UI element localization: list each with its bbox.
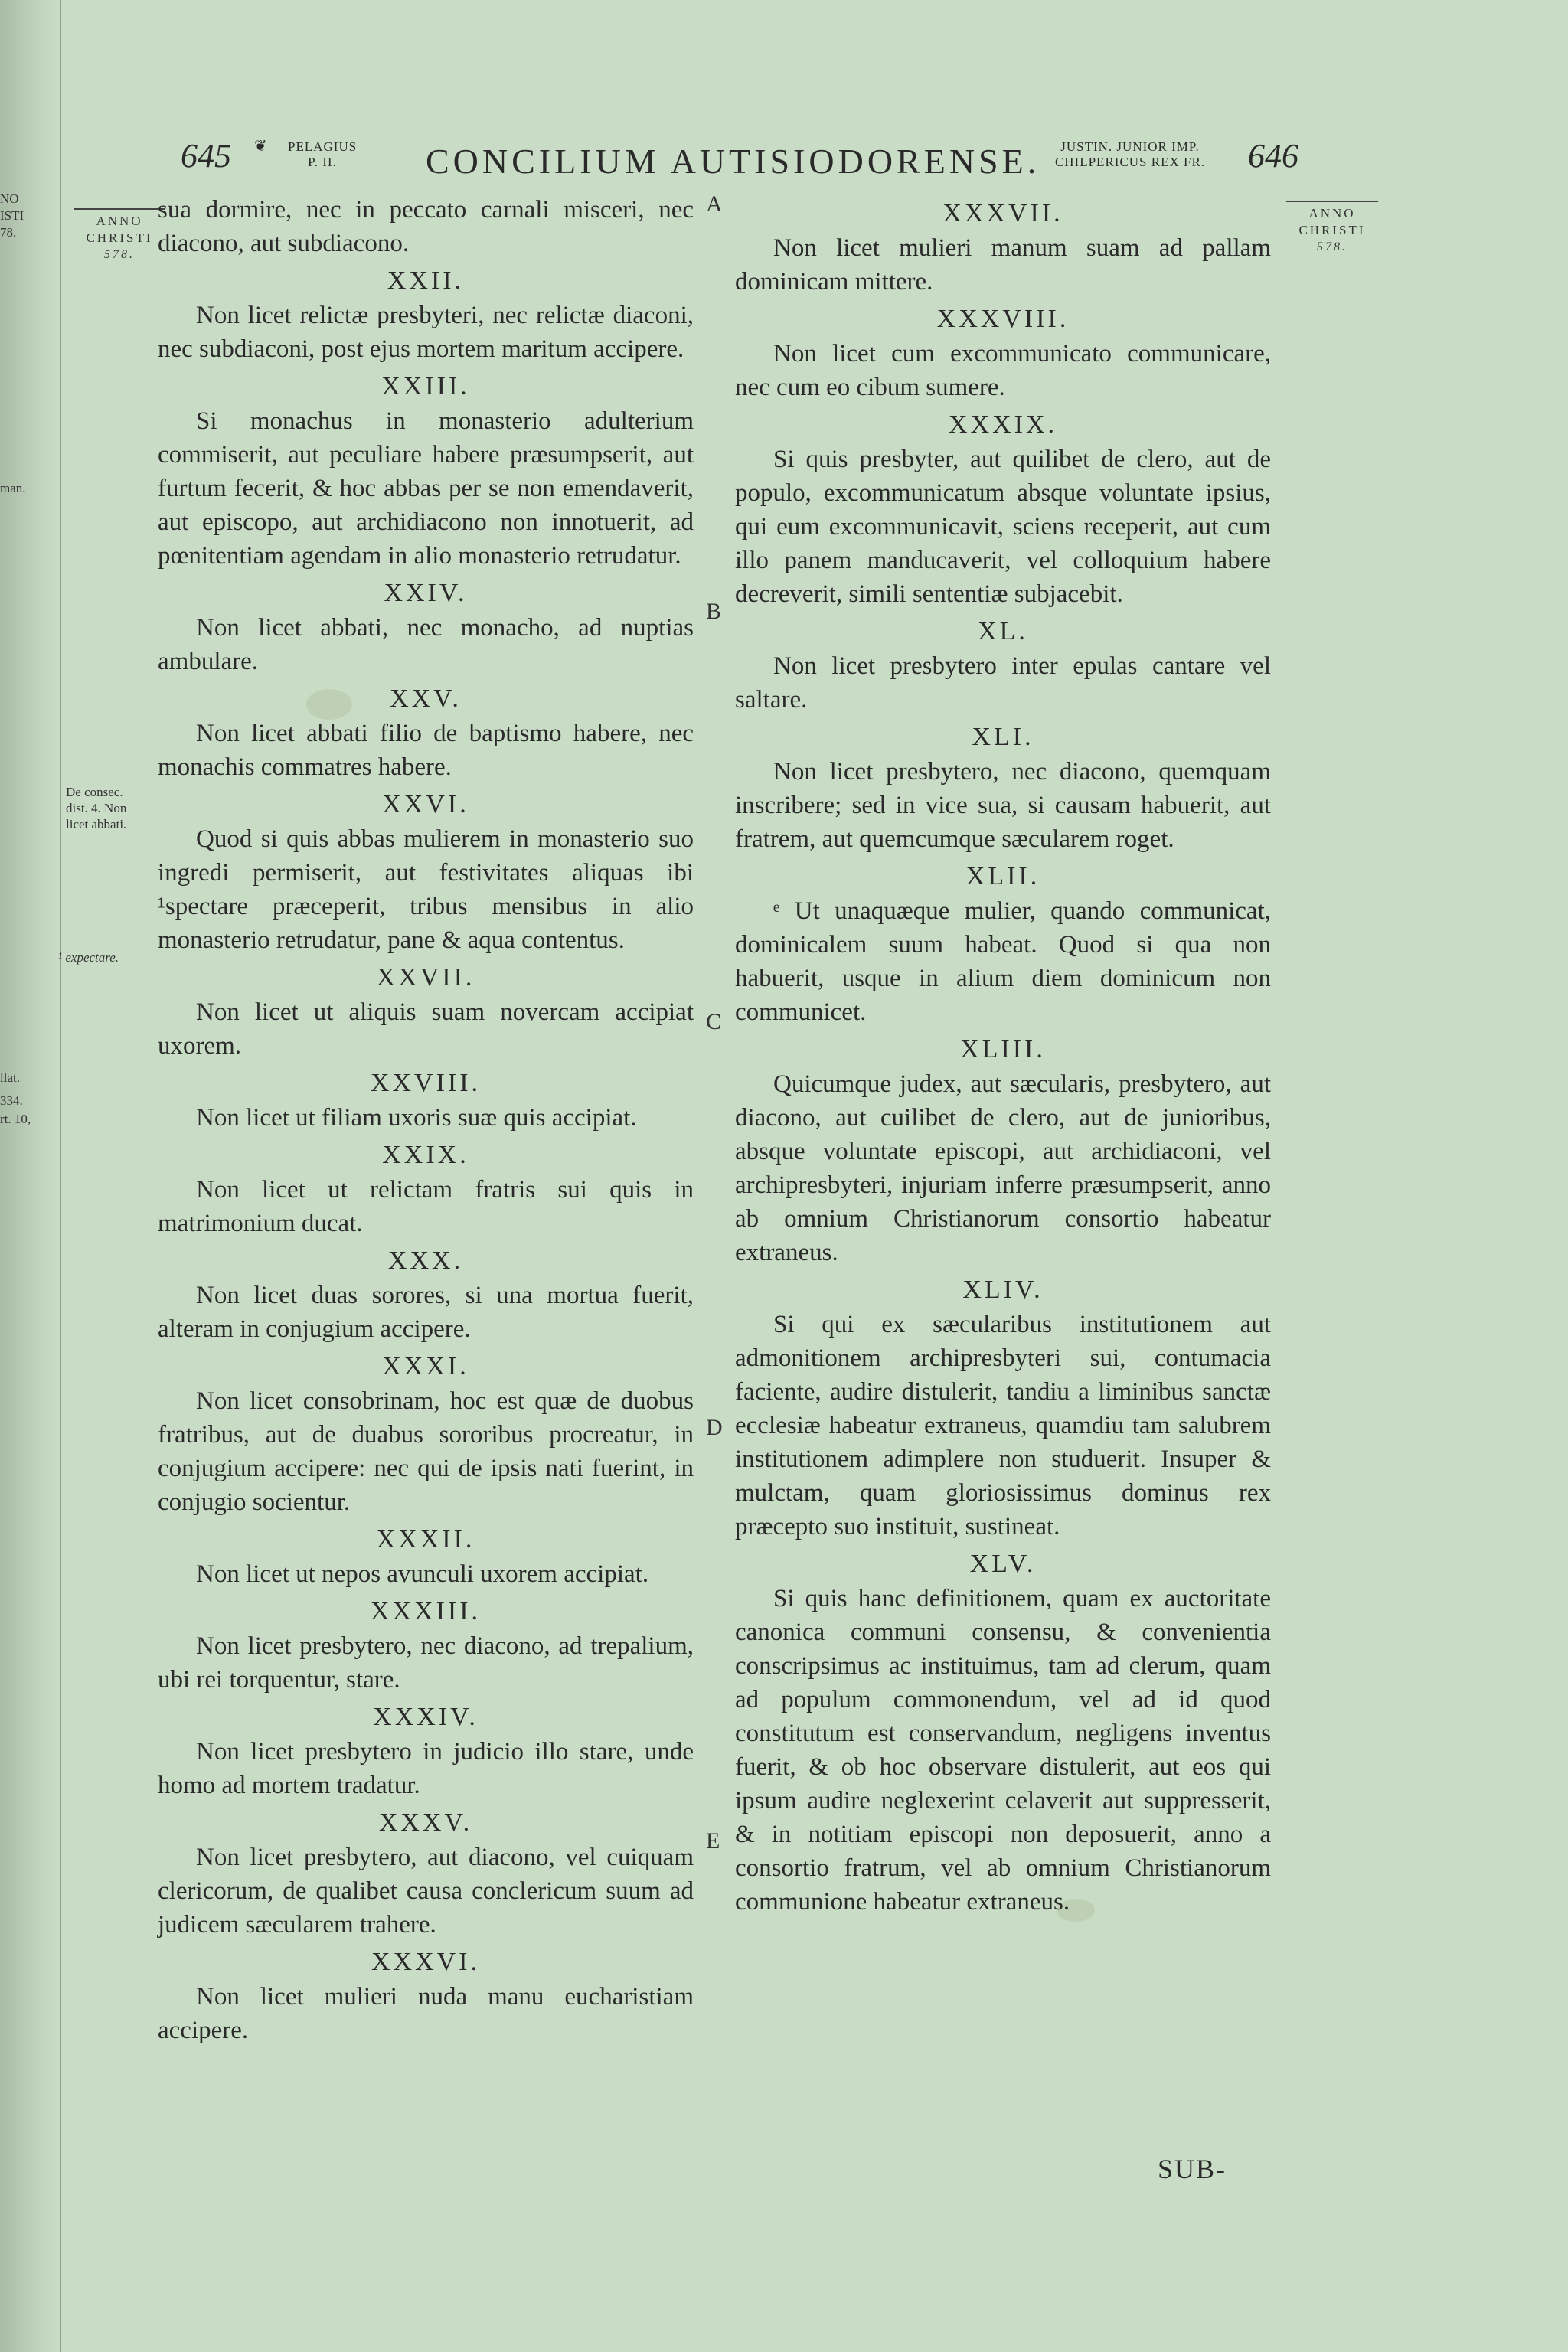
prev-edge-text: 334.	[0, 1093, 23, 1108]
canon-text: Non licet cum excommunicato communicare, nec cum eo cibum sumere.	[735, 340, 1271, 401]
canon-number: XL.	[978, 617, 1028, 645]
canon-number: XXVI.	[382, 790, 469, 818]
canon-number: XXIII.	[381, 372, 470, 400]
left-column	[158, 193, 694, 2047]
canon-block	[735, 720, 1271, 856]
canon-block	[158, 1243, 694, 1346]
canon-block	[158, 263, 694, 366]
ornament-icon: ❦	[254, 138, 267, 155]
sidenote-line: dist. 4. Non	[66, 801, 127, 815]
margin-letter-e: E	[706, 1828, 720, 1854]
running-head-pope: PELAGIUS P. II.	[288, 139, 358, 169]
canon-block	[158, 1349, 694, 1519]
page-number-right: 646	[1248, 137, 1298, 175]
christi-label: CHRISTI	[86, 230, 153, 245]
canon-text: Non licet presbytero inter epulas cantare vel saltare.	[735, 652, 1271, 714]
king-line: CHILPERICUS REX FR.	[1054, 155, 1206, 169]
margin-letter-c: C	[706, 1009, 722, 1034]
canon-text: Non licet relictæ presbyteri, nec relictæ diaconi, nec subdiaconi, post ejus mortem maritum accipere.	[158, 302, 694, 363]
canon-text: Non licet duas sorores, si una mortua fuerit, alteram in conjugium accipere.	[158, 1282, 694, 1343]
canon-text: Non licet mulieri manum suam ad pallam dominicam mittere.	[735, 234, 1271, 296]
anno-label: ANNO	[1308, 206, 1356, 220]
canon-number: XLIII.	[960, 1035, 1046, 1063]
canon-number: XLII.	[965, 862, 1040, 890]
canon-block	[158, 576, 694, 678]
canon-block	[158, 1522, 694, 1591]
canon-number: XXXIV.	[373, 1703, 479, 1731]
canon-number: XXXII.	[376, 1525, 475, 1553]
canon-number: XXII.	[387, 266, 465, 295]
canon-number: XLV.	[969, 1550, 1037, 1578]
canon-block	[158, 369, 694, 573]
canon-block	[158, 1700, 694, 1802]
left-canon-list	[158, 263, 694, 2047]
anno-rule	[1286, 201, 1378, 202]
canon-text: Quicumque judex, aut sæcularis, presbytero, aut diacono, aut cuilibet de clero, aut de junioribus, absque voluntate episcopi, aut archidiaconi, vel archipresbyteri, injuriam inferre præsumpserit, anno ab omnium Christianorum consortio habeatur extraneus.	[735, 1070, 1271, 1266]
canon-number: XXXVI.	[371, 1948, 481, 1976]
canon-number: XXV.	[390, 684, 462, 713]
right-column	[735, 193, 1271, 1919]
canon-number: XXVII.	[376, 963, 475, 991]
canon-text: Si qui ex sæcularibus institutionem aut admonitionem archipresbyteri sui, contumacia faciente, audire distulerit, tandiu a liminibus sanctæ ecclesiæ habeatur extraneus, quamdiu tam salubrem institutionem adimplere non studuerit. Insuper & mulctam, quam gloriosissimus dominus rex præcepto suo instituit, sustineat.	[735, 1311, 1271, 1540]
canon-text: Si quis presbyter, aut quilibet de clero, aut de populo, excommunicatum absque voluntate ipsius, qui eum excommunicavit, sciens receperit, aut cum illo panem manducaverit, vel colloquium habere decreverit, simili sententiæ subjacebit.	[735, 446, 1271, 608]
canon-block	[735, 614, 1271, 717]
anno-rule	[74, 208, 165, 210]
prev-edge-text: ISTI	[0, 208, 24, 223]
canon-text: ᵉ Ut unaquæque mulier, quando communicat, dominicalem suum habeat. Quod si qua non habuerit, usque in alium diem dominicum non communicet.	[735, 897, 1271, 1026]
sidenote-line: licet abbati.	[66, 817, 127, 831]
canon-text: Non licet presbytero, aut diacono, vel cuiquam clericorum, de qualibet causa conclericum suum ad judicem sæcularem trahere.	[158, 1844, 694, 1939]
canon-block	[158, 960, 694, 1063]
canon-block	[735, 1032, 1271, 1269]
canon-text: Non licet abbati, nec monacho, ad nuptias ambulare.	[158, 614, 694, 675]
canon-block	[158, 1138, 694, 1240]
canon-block	[735, 196, 1271, 299]
catchword: SUB-	[1158, 2154, 1227, 2184]
canon-number: XXXV.	[378, 1808, 473, 1837]
canon-block	[158, 787, 694, 957]
canon-text: Non licet abbati filio de baptismo habere, nec monachis commatres habere.	[158, 720, 694, 781]
prev-edge-text: llat.	[0, 1070, 20, 1085]
canon-number: XXXIII.	[370, 1597, 482, 1625]
anno-year: 578.	[1317, 240, 1348, 253]
canon-text: Non licet ut relictam fratris sui quis in matrimonium ducat.	[158, 1176, 694, 1237]
emperor-line: JUSTIN. JUNIOR IMP.	[1060, 139, 1200, 154]
canon-number: XXXVII.	[942, 199, 1063, 227]
margin-letter-d: D	[706, 1415, 723, 1440]
anno-label: ANNO	[96, 214, 143, 228]
prev-edge-text: NO	[0, 191, 19, 206]
page-number-left: 645	[181, 137, 231, 175]
right-canon-list	[735, 196, 1271, 1919]
canon-block	[158, 1594, 694, 1697]
canon-text: Si monachus in monasterio adulterium commiserit, aut peculiare habere præsumpserit, aut furtum fecerit, & hoc abbas per se non emendaverit, aut episcopo, aut archidiacono non innotuerit, ad pœnitentiam agendam in alio monasterio retrudatur.	[158, 407, 694, 570]
sidenote-expectare: ¹ expectare.	[58, 950, 119, 965]
canon-text: Non licet presbytero in judicio illo stare, unde homo ad mortem tradatur.	[158, 1738, 694, 1799]
canon-number: XXIX.	[382, 1141, 469, 1169]
anno-year: 578.	[104, 248, 135, 261]
canon-text: Non licet consobrinam, hoc est quæ de duobus fratribus, aut de duabus sororibus procreatur, in conjugium accipere: nec qui de ipsis nati fuerint, in conjugio socientur.	[158, 1387, 694, 1516]
running-head	[181, 136, 1298, 190]
canon-text: Non licet ut filiam uxoris suæ quis accipiat.	[196, 1104, 637, 1132]
canon-text: Non licet mulieri nuda manu eucharistiam accipere.	[158, 1983, 694, 2044]
anno-christi-left	[74, 208, 165, 263]
christi-label: CHRISTI	[1298, 223, 1366, 237]
canon-number: XXVIII.	[370, 1069, 482, 1097]
canon-number: XXIV.	[384, 579, 468, 607]
previous-page-edge	[0, 0, 35, 2352]
sidenote-de-consec	[66, 784, 161, 832]
canon-number: XXXIX.	[948, 410, 1058, 439]
canon-block	[735, 1547, 1271, 1919]
canon-block	[735, 407, 1271, 611]
running-head-emperor	[1038, 139, 1222, 170]
canon-number: XXXI.	[382, 1352, 469, 1380]
prev-edge-text: rt. 10,	[0, 1112, 31, 1126]
canon-block	[735, 1272, 1271, 1544]
sidenote-line: De consec.	[66, 785, 123, 799]
canon-text: Non licet presbytero, nec diacono, quemquam inscribere; sed in vice sua, si causam habuerit, aut fratrem, aut quemcumque sæcularem roget.	[735, 758, 1271, 853]
canon-number: XXXVIII.	[936, 305, 1070, 333]
canon-text: Non licet ut nepos avunculi uxorem accipiat.	[196, 1560, 649, 1588]
canon-text: Si quis hanc definitionem, quam ex auctoritate canonica communi consensu, & convenientia conscripsimus ac instituimus, tam ad clerum, quam ad populum commonendum, vel ad id quod constitutum est conservandum, negligens inventus fuerit, & ob hoc observare distulerit, aut eos qui ipsum audire neglexerint celaverit aut suppresserit, & in notitiam episcopi non deposuerit, anno a consortio fratrum, vel ab omnium Christianorum communione habeatur extraneus.	[735, 1585, 1271, 1916]
canon-block	[158, 1945, 694, 2047]
canon-number: XXX.	[387, 1246, 464, 1275]
running-head-title: CONCILIUM AUTISIODORENSE.	[426, 142, 1040, 181]
opening-text: sua dormire, nec in peccato carnali misceri, nec diacono, aut subdiacono.	[158, 196, 694, 257]
prev-edge-text: man.	[0, 481, 26, 495]
canon-text: Non licet presbytero, nec diacono, ad trepalium, ubi rei torquentur, stare.	[158, 1632, 694, 1694]
canon-block	[158, 1066, 694, 1135]
canon-text: Non licet ut aliquis suam novercam accipiat uxorem.	[158, 998, 694, 1060]
canon-block	[735, 859, 1271, 1029]
canon-block	[158, 681, 694, 784]
prev-edge-text: 78.	[0, 225, 17, 240]
canon-block	[158, 1805, 694, 1942]
canon-text: Quod si quis abbas mulierem in monasterio suo ingredi permiserit, aut festivitates aliquas ibi ¹spectare præceperit, tribus mensibus in alio monasterio retrudatur, pane & aqua contentus.	[158, 825, 694, 954]
margin-letter-a: A	[706, 191, 723, 217]
canon-block	[735, 302, 1271, 404]
canon-number: XLIV.	[962, 1276, 1044, 1304]
anno-christi-right	[1286, 201, 1378, 256]
margin-letter-b: B	[706, 599, 722, 624]
canon-number: XLI.	[972, 723, 1034, 751]
